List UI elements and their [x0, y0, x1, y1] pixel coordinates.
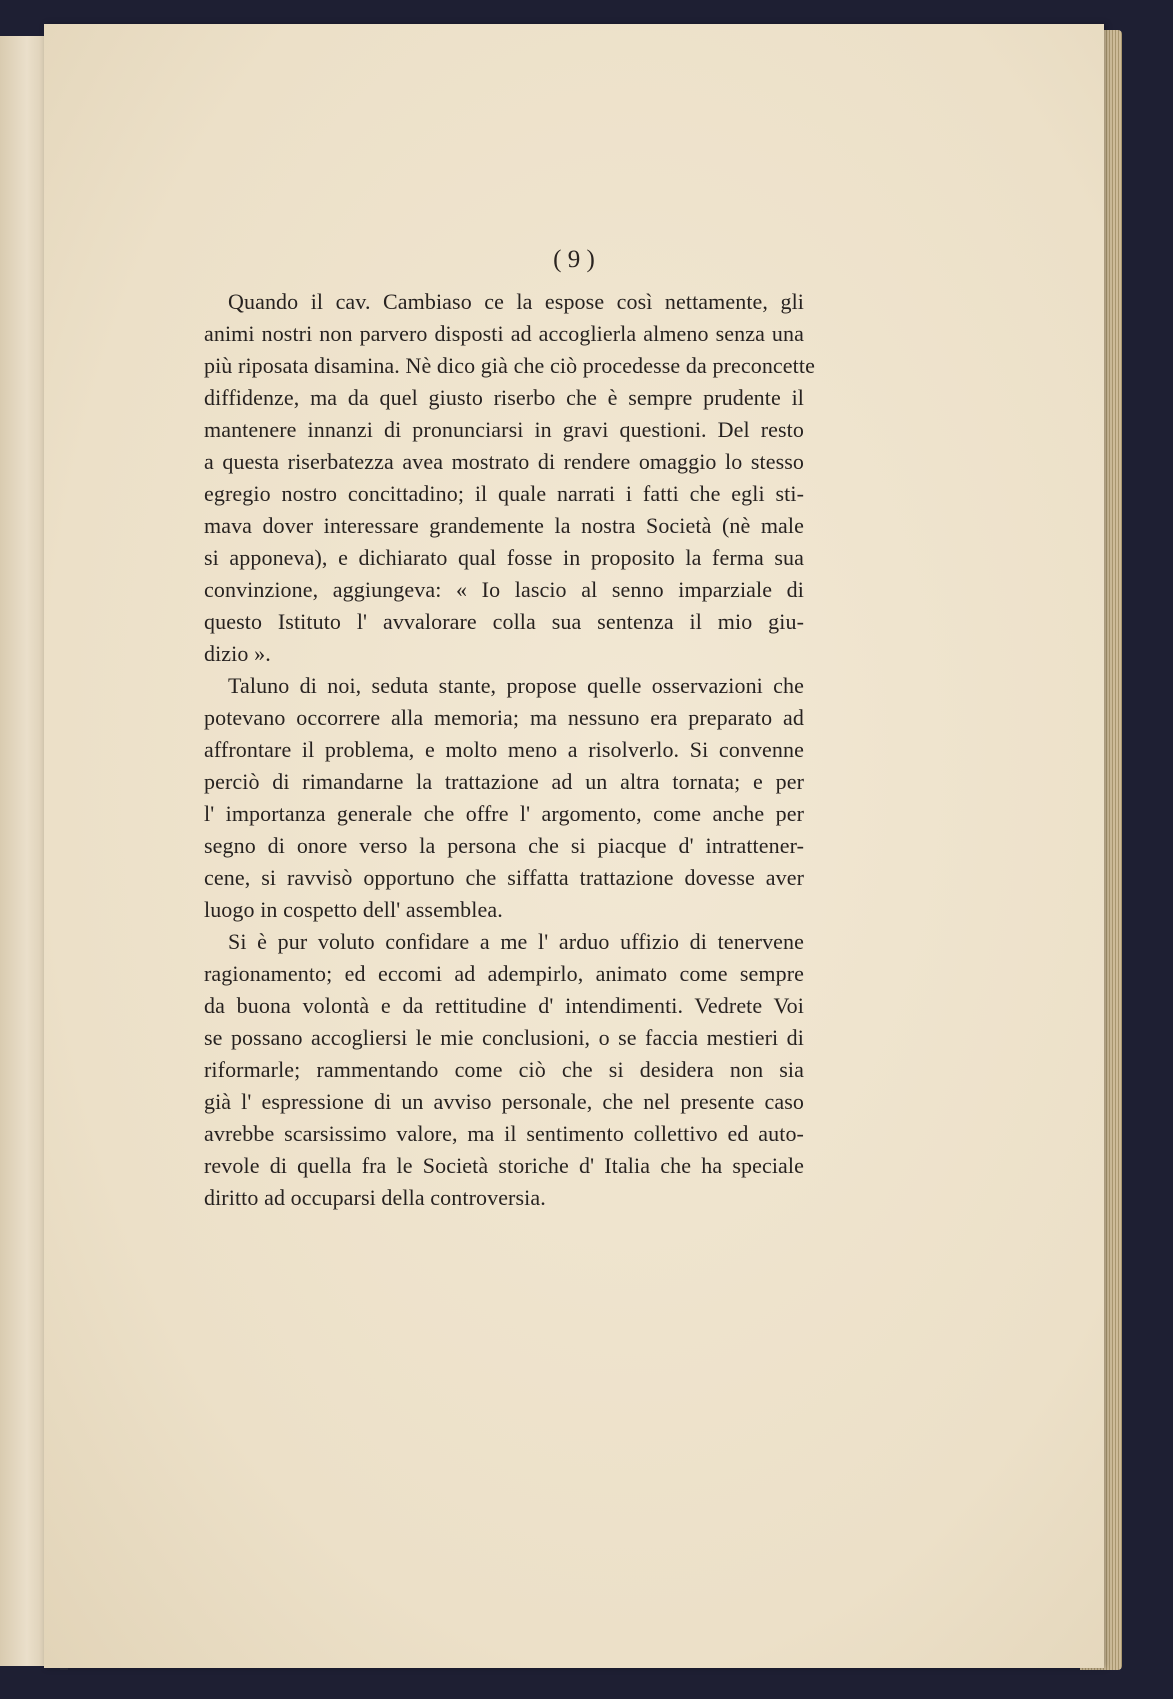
- text-line: convinzione, aggiungeva: « Io lascio al senno imparziale di: [204, 577, 804, 602]
- text-line: riformarle; rammentando come ciò che si desidera non sia: [204, 1057, 804, 1082]
- text-line: l' importanza generale che offre l' argomento, come anche per: [204, 801, 804, 826]
- text-line: a questa riserbatezza avea mostrato di rendere omaggio lo stesso: [204, 449, 804, 474]
- text-line: diritto ad occuparsi della controversia.: [204, 1185, 546, 1210]
- text-line: questo Istituto l' avvalorare colla sua sentenza il mio giu-: [204, 609, 804, 634]
- text-line: dizio ».: [204, 641, 271, 666]
- text-line: ragionamento; ed eccomi ad adempirlo, animato come sempre: [204, 961, 804, 986]
- text-line: mava dover interessare grandemente la nostra Società (nè male: [204, 513, 804, 538]
- text-line: diffidenze, ma da quel giusto riserbo che è sempre prudente il: [204, 385, 804, 410]
- text-line: avrebbe scarsissimo valore, ma il sentimento collettivo ed auto-: [204, 1121, 804, 1146]
- text-line: se possano accogliersi le mie conclusioni, o se faccia mestieri di: [204, 1025, 804, 1050]
- text-line: luogo in cospetto dell' assemblea.: [204, 897, 503, 922]
- text-line: cene, si ravvisò opportuno che siffatta trattazione dovesse aver: [204, 865, 804, 890]
- text-line: revole di quella fra le Società storiche d' Italia che ha speciale: [204, 1153, 804, 1178]
- text-line: più riposata disamina. Nè dico già che ciò procedesse da preconcette: [204, 353, 815, 378]
- text-line: Taluno di noi, seduta stante, propose quelle osservazioni che: [228, 673, 804, 698]
- page-number: ( 9 ): [553, 246, 595, 273]
- paragraph-3: [204, 926, 804, 1214]
- book-page: [44, 24, 1104, 1668]
- paragraph-1: [204, 286, 815, 670]
- text-line: animi nostri non parvero disposti ad accoglierla almeno senza una: [204, 321, 804, 346]
- text-line: egregio nostro concittadino; il quale narrati i fatti che egli sti-: [204, 481, 804, 506]
- text-line: Quando il cav. Cambiaso ce la espose così nettamente, gli: [228, 289, 804, 314]
- text-line: perciò di rimandarne la trattazione ad un altra tornata; e per: [204, 769, 804, 794]
- text-line: già l' espressione di un avviso personale, che nel presente caso: [204, 1089, 804, 1114]
- text-line: affrontare il problema, e molto meno a risolverlo. Si convenne: [204, 737, 804, 762]
- text-line: si apponeva), e dichiarato qual fosse in proposito la ferma sua: [204, 545, 804, 570]
- paragraph-2: [204, 670, 804, 926]
- body-text: [204, 286, 815, 1214]
- text-line: Si è pur voluto confidare a me l' arduo uffizio di tenervene: [228, 929, 804, 954]
- text-line: segno di onore verso la persona che si piacque d' intrattener-: [204, 833, 804, 858]
- text-line: mantenere innanzi di pronunciarsi in gravi questioni. Del resto: [204, 417, 804, 442]
- text-line: da buona volontà e da rettitudine d' intendimenti. Vedrete Voi: [204, 993, 804, 1018]
- text-line: potevano occorrere alla memoria; ma nessuno era preparato ad: [204, 705, 804, 730]
